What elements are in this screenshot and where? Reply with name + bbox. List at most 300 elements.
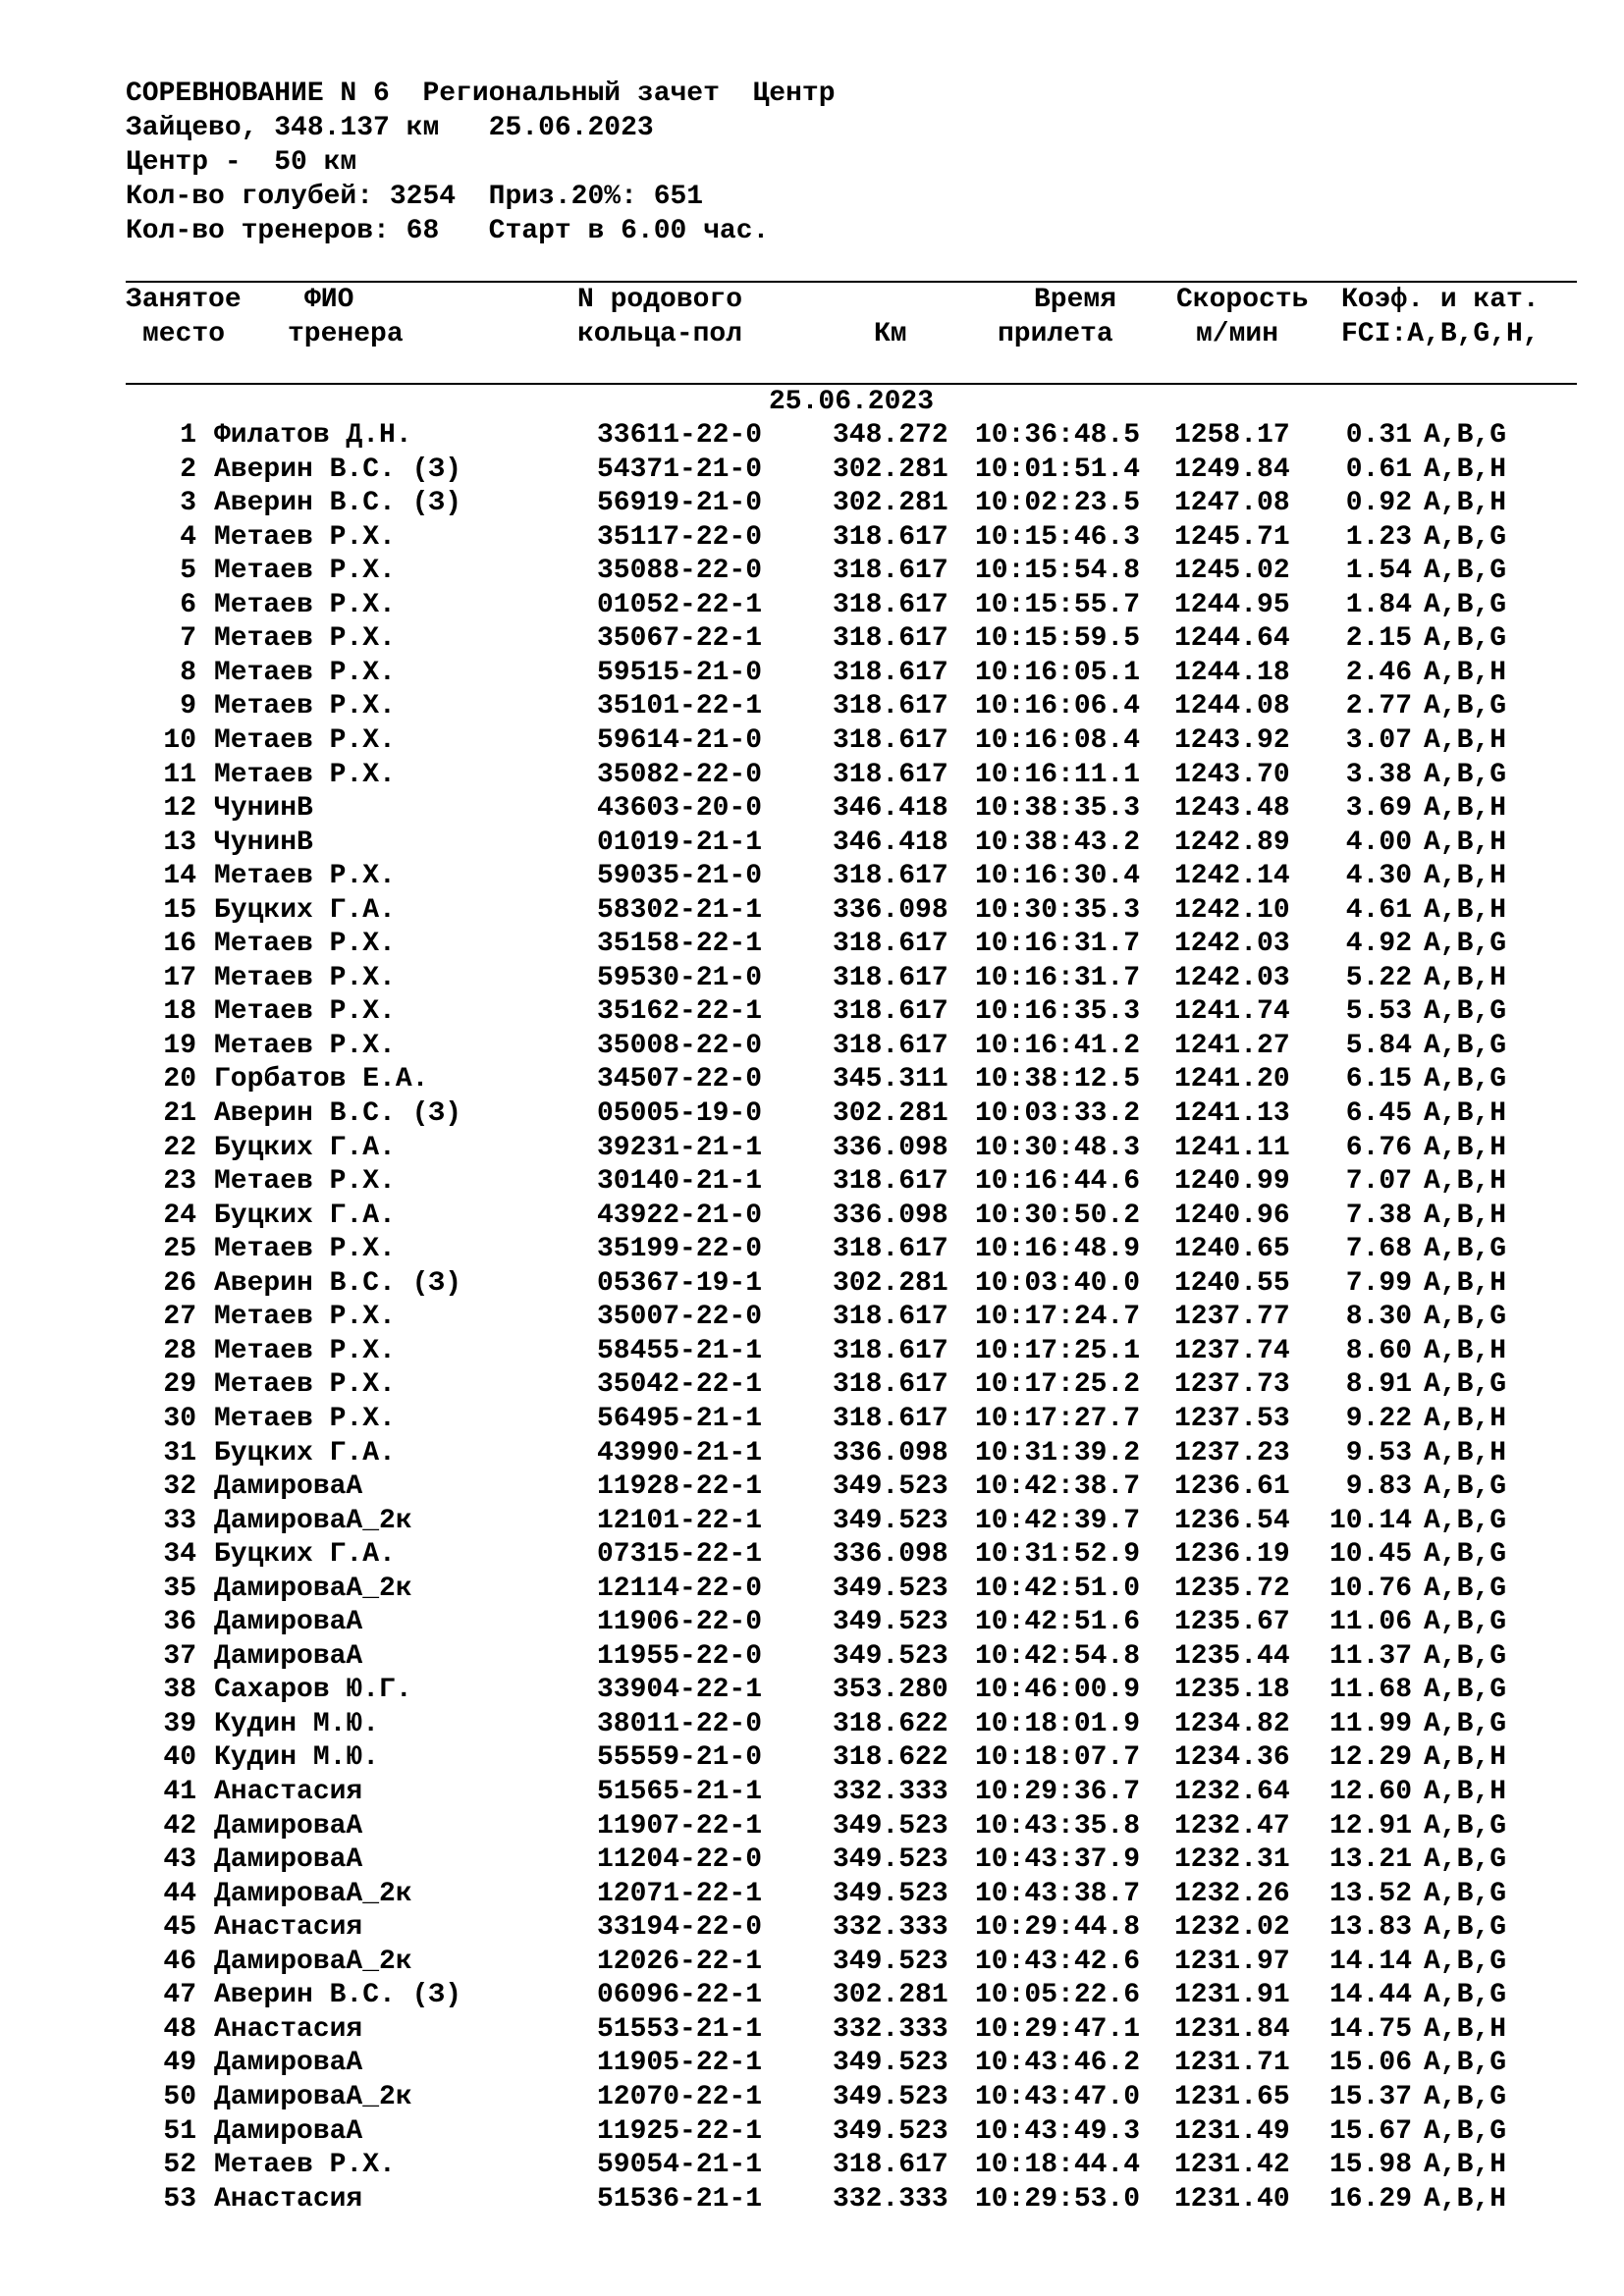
coefficient: 1.84 (1345, 589, 1412, 620)
coefficient: 4.61 (1345, 894, 1412, 926)
trainer-name: Аверин В.С. (З) (214, 488, 462, 519)
category: A,B,H (1424, 894, 1507, 926)
arrival-time: 10:43:37.9 (975, 1844, 1141, 1876)
place: 18 (163, 996, 196, 1028)
coefficient: 2.77 (1345, 691, 1412, 722)
category: A,B,G (1424, 1505, 1507, 1536)
coefficient: 10.14 (1328, 1505, 1412, 1536)
distance-km: 318.617 (833, 1302, 948, 1333)
coefficient: 5.22 (1345, 962, 1412, 993)
table-row (126, 1708, 1577, 1742)
trainer-name: ДамироваА (214, 2048, 363, 2079)
table-row (126, 1097, 1577, 1132)
ring-number: 35199-22-0 (597, 1234, 763, 1265)
place: 50 (163, 2081, 196, 2112)
arrival-time: 10:01:51.4 (975, 454, 1141, 485)
trainer-name: Метаев Р.Х. (214, 521, 396, 553)
arrival-time: 10:18:44.4 (975, 2150, 1141, 2181)
place: 28 (163, 1335, 196, 1366)
place: 53 (163, 2183, 196, 2215)
ring-number: 43922-21-0 (597, 1200, 763, 1231)
coefficient: 2.46 (1345, 657, 1412, 688)
trainer-name: Метаев Р.Х. (214, 556, 396, 587)
document-header (126, 77, 1577, 248)
distance-km: 302.281 (833, 1098, 948, 1129)
place: 13 (163, 827, 196, 858)
distance-km: 332.333 (833, 2013, 948, 2045)
arrival-time: 10:16:48.9 (975, 1234, 1141, 1265)
table-row (126, 589, 1577, 623)
place: 20 (163, 1064, 196, 1095)
table-row (126, 1368, 1577, 1403)
col-coef-2: FCI:A,B,G,H, (1341, 319, 1540, 349)
speed: 1231.65 (1174, 2081, 1290, 2112)
arrival-time: 10:16:08.4 (975, 724, 1141, 756)
trainer-name: Кудин М.Ю. (214, 1708, 380, 1739)
place: 14 (163, 861, 196, 892)
category: A,B,H (1424, 861, 1507, 892)
trainer-name: Буцких Г.А. (214, 1437, 396, 1468)
distance-km: 318.617 (833, 589, 948, 620)
distance-km: 318.617 (833, 861, 948, 892)
category: A,B,H (1424, 2183, 1507, 2215)
category: A,B,G (1424, 1064, 1507, 1095)
trainer-name: Метаев Р.Х. (214, 589, 396, 620)
place: 40 (163, 1742, 196, 1774)
distance-km: 349.523 (833, 1505, 948, 1536)
trainer-name: Анастасия (214, 1777, 363, 1807)
col-place-2: место (142, 319, 226, 349)
ring-number: 12101-22-1 (597, 1505, 763, 1536)
category: A,B,H (1424, 1777, 1507, 1807)
arrival-time: 10:16:05.1 (975, 657, 1141, 688)
arrival-time: 10:36:48.5 (975, 420, 1141, 451)
arrival-time: 10:15:46.3 (975, 521, 1141, 553)
table-row (126, 521, 1577, 556)
table-row (126, 1606, 1577, 1640)
table-row (126, 860, 1577, 894)
trainer-name: Анастасия (214, 2183, 363, 2215)
distance-km: 318.617 (833, 521, 948, 553)
arrival-time: 10:05:22.6 (975, 1980, 1141, 2011)
distance-km: 318.617 (833, 1335, 948, 1366)
coefficient: 11.06 (1328, 1607, 1412, 1638)
coefficient: 16.29 (1328, 2183, 1412, 2215)
ring-number: 55559-21-0 (597, 1742, 763, 1774)
category: A,B,G (1424, 623, 1507, 655)
coefficient: 8.91 (1345, 1369, 1412, 1401)
trainer-name: Метаев Р.Х. (214, 724, 396, 756)
arrival-time: 10:42:51.6 (975, 1607, 1141, 1638)
coefficient: 6.76 (1345, 1132, 1412, 1163)
arrival-time: 10:17:25.2 (975, 1369, 1141, 1401)
trainer-name: Аверин В.С. (З) (214, 1098, 462, 1129)
speed: 1258.17 (1174, 420, 1290, 451)
col-place-1: Занятое (126, 285, 242, 315)
trainer-name: ДамироваА (214, 2115, 363, 2147)
table-row (126, 454, 1577, 488)
table-row (126, 1165, 1577, 1200)
speed: 1234.36 (1174, 1742, 1290, 1774)
arrival-time: 10:18:07.7 (975, 1742, 1141, 1774)
place: 11 (163, 759, 196, 790)
place: 32 (163, 1471, 196, 1503)
coefficient: 15.37 (1328, 2081, 1412, 2112)
speed: 1235.18 (1174, 1675, 1290, 1706)
distance-km: 345.311 (833, 1064, 948, 1095)
distance-km: 332.333 (833, 2183, 948, 2215)
table-row (126, 1776, 1577, 1810)
coefficient: 0.31 (1345, 420, 1412, 451)
speed: 1242.10 (1174, 894, 1290, 926)
distance-km: 318.617 (833, 691, 948, 722)
speed: 1237.73 (1174, 1369, 1290, 1401)
arrival-time: 10:16:31.7 (975, 962, 1141, 993)
ring-number: 35162-22-1 (597, 996, 763, 1028)
speed: 1236.19 (1174, 1539, 1290, 1571)
category: A,B,G (1424, 1675, 1507, 1706)
arrival-time: 10:16:06.4 (975, 691, 1141, 722)
table-row (126, 555, 1577, 589)
table-row (126, 792, 1577, 827)
ring-number: 05367-19-1 (597, 1267, 763, 1299)
coefficient: 10.45 (1328, 1539, 1412, 1571)
distance-km: 349.523 (833, 2048, 948, 2079)
trainer-name: ДамироваА (214, 1607, 363, 1638)
coefficient: 9.22 (1345, 1403, 1412, 1434)
trainer-name: Метаев Р.Х. (214, 1030, 396, 1061)
trainer-name: Метаев Р.Х. (214, 657, 396, 688)
speed: 1247.08 (1174, 488, 1290, 519)
ring-number: 11925-22-1 (597, 2115, 763, 2147)
distance-km: 318.617 (833, 2150, 948, 2181)
distance-km: 349.523 (833, 1946, 948, 1977)
ring-number: 11905-22-1 (597, 2048, 763, 2079)
place: 10 (163, 724, 196, 756)
table-row (126, 1946, 1577, 1980)
arrival-time: 10:38:35.3 (975, 793, 1141, 825)
trainer-name: Аверин В.С. (З) (214, 1980, 462, 2011)
trainer-name: Метаев Р.Х. (214, 1369, 396, 1401)
coefficient: 1.54 (1345, 556, 1412, 587)
coefficient: 11.68 (1328, 1675, 1412, 1706)
speed: 1241.11 (1174, 1132, 1290, 1163)
place: 41 (163, 1777, 196, 1807)
category: A,B,G (1424, 521, 1507, 553)
table-row (126, 724, 1577, 759)
trainer-name: Метаев Р.Х. (214, 759, 396, 790)
category: A,B,G (1424, 1946, 1507, 1977)
table-row (126, 1200, 1577, 1234)
category: A,B,H (1424, 2013, 1507, 2045)
speed: 1232.64 (1174, 1777, 1290, 1807)
ring-number: 35101-22-1 (597, 691, 763, 722)
trainer-name: Метаев Р.Х. (214, 1234, 396, 1265)
arrival-time: 10:18:01.9 (975, 1708, 1141, 1739)
category: A,B,H (1424, 1742, 1507, 1774)
speed: 1231.91 (1174, 1980, 1290, 2011)
col-speed-2: м/мин (1196, 319, 1279, 349)
table-row (126, 1538, 1577, 1573)
arrival-time: 10:43:38.7 (975, 1878, 1141, 1909)
place: 21 (163, 1098, 196, 1129)
ring-number: 43603-20-0 (597, 793, 763, 825)
place: 47 (163, 1980, 196, 2011)
table-row (126, 1674, 1577, 1708)
ring-number: 35082-22-0 (597, 759, 763, 790)
arrival-time: 10:42:51.0 (975, 1573, 1141, 1604)
arrival-time: 10:31:52.9 (975, 1539, 1141, 1571)
release-point: Зайцево, 348.137 км 25.06.2023 (126, 113, 654, 143)
ring-number: 35117-22-0 (597, 521, 763, 553)
ring-number: 56919-21-0 (597, 488, 763, 519)
coefficient: 12.29 (1328, 1742, 1412, 1774)
ring-number: 56495-21-1 (597, 1403, 763, 1434)
distance-km: 318.622 (833, 1742, 948, 1774)
coefficient: 7.99 (1345, 1267, 1412, 1299)
arrival-time: 10:29:36.7 (975, 1777, 1141, 1807)
speed: 1231.71 (1174, 2048, 1290, 2079)
arrival-time: 10:31:39.2 (975, 1437, 1141, 1468)
place: 29 (163, 1369, 196, 1401)
table-row (126, 2149, 1577, 2183)
trainer-name: ДамироваА (214, 1810, 363, 1842)
speed: 1249.84 (1174, 454, 1290, 485)
coefficient: 12.91 (1328, 1810, 1412, 1842)
speed: 1244.64 (1174, 623, 1290, 655)
table-row (126, 1878, 1577, 1912)
col-ring-2: кольца-пол (577, 319, 743, 349)
place: 17 (163, 962, 196, 993)
coefficient: 3.07 (1345, 724, 1412, 756)
col-ring-1: N родового (577, 285, 743, 315)
place: 45 (163, 1912, 196, 1944)
category: A,B,G (1424, 420, 1507, 451)
distance-km: 318.617 (833, 1166, 948, 1198)
coefficient: 4.30 (1345, 861, 1412, 892)
arrival-time: 10:15:54.8 (975, 556, 1141, 587)
ring-number: 35158-22-1 (597, 929, 763, 960)
speed: 1237.77 (1174, 1302, 1290, 1333)
category: A,B,G (1424, 1640, 1507, 1672)
distance-km: 318.617 (833, 1369, 948, 1401)
category: A,B,H (1424, 793, 1507, 825)
category: A,B,G (1424, 1912, 1507, 1944)
place: 4 (180, 521, 196, 553)
trainer-name: Метаев Р.Х. (214, 996, 396, 1028)
table-row (126, 1505, 1577, 1539)
speed: 1232.31 (1174, 1844, 1290, 1876)
col-km: Км (874, 319, 907, 349)
trainer-name: ДамироваА (214, 1844, 363, 1876)
arrival-time: 10:16:11.1 (975, 759, 1141, 790)
category: A,B,G (1424, 1539, 1507, 1571)
category: A,B,H (1424, 1132, 1507, 1163)
arrival-time: 10:15:55.7 (975, 589, 1141, 620)
ring-number: 51536-21-1 (597, 2183, 763, 2215)
ring-number: 38011-22-0 (597, 1708, 763, 1739)
speed: 1234.82 (1174, 1708, 1290, 1739)
trainer-name: ДамироваА (214, 1640, 363, 1672)
category: A,B,G (1424, 1708, 1507, 1739)
coefficient: 14.14 (1328, 1946, 1412, 1977)
distance-km: 318.617 (833, 724, 948, 756)
table-row (126, 1301, 1577, 1335)
ring-number: 30140-21-1 (597, 1166, 763, 1198)
table-row (126, 2183, 1577, 2217)
speed: 1243.70 (1174, 759, 1290, 790)
ring-number: 01019-21-1 (597, 827, 763, 858)
distance-km: 302.281 (833, 1980, 948, 2011)
place: 15 (163, 894, 196, 926)
coefficient: 3.69 (1345, 793, 1412, 825)
table-row (126, 1573, 1577, 1607)
trainer-name: Метаев Р.Х. (214, 2150, 396, 2181)
category: A,B,G (1424, 691, 1507, 722)
trainer-name: ДамироваА_2к (214, 1878, 412, 1909)
speed: 1241.20 (1174, 1064, 1290, 1095)
table-row (126, 1233, 1577, 1267)
arrival-time: 10:16:35.3 (975, 996, 1141, 1028)
ring-number: 12026-22-1 (597, 1946, 763, 1977)
arrival-time: 10:38:12.5 (975, 1064, 1141, 1095)
speed: 1232.47 (1174, 1810, 1290, 1842)
place: 9 (180, 691, 196, 722)
place: 36 (163, 1607, 196, 1638)
table-row (126, 928, 1577, 962)
speed: 1241.27 (1174, 1030, 1290, 1061)
place: 3 (180, 488, 196, 519)
place: 19 (163, 1030, 196, 1061)
distance-km: 346.418 (833, 827, 948, 858)
coefficient: 4.00 (1345, 827, 1412, 858)
table-row (126, 894, 1577, 929)
distance-km: 349.523 (833, 2115, 948, 2147)
coefficient: 13.52 (1328, 1878, 1412, 1909)
coefficient: 8.60 (1345, 1335, 1412, 1366)
ring-number: 39231-21-1 (597, 1132, 763, 1163)
trainer-name: Анастасия (214, 2013, 363, 2045)
arrival-time: 10:42:54.8 (975, 1640, 1141, 1672)
ring-number: 33904-22-1 (597, 1675, 763, 1706)
ring-number: 05005-19-0 (597, 1098, 763, 1129)
coefficient: 3.38 (1345, 759, 1412, 790)
zone-info: Центр - 50 км (126, 147, 357, 178)
ring-number: 01052-22-1 (597, 589, 763, 620)
speed: 1242.03 (1174, 929, 1290, 960)
speed: 1235.44 (1174, 1640, 1290, 1672)
ring-number: 12070-22-1 (597, 2081, 763, 2112)
ring-number: 54371-21-0 (597, 454, 763, 485)
table-row (126, 2013, 1577, 2048)
place: 35 (163, 1573, 196, 1604)
trainer-name: Кудин М.Ю. (214, 1742, 380, 1774)
trainer-name: ДамироваА_2к (214, 1573, 412, 1604)
arrival-time: 10:16:31.7 (975, 929, 1141, 960)
distance-km: 302.281 (833, 488, 948, 519)
ring-number: 59515-21-0 (597, 657, 763, 688)
arrival-time: 10:02:23.5 (975, 488, 1141, 519)
category: A,B,H (1424, 1267, 1507, 1299)
coefficient: 1.23 (1345, 521, 1412, 553)
place: 34 (163, 1539, 196, 1571)
trainer-name: ЧунинВ (214, 793, 313, 825)
table-row (126, 1640, 1577, 1675)
speed: 1237.23 (1174, 1437, 1290, 1468)
arrival-time: 10:43:42.6 (975, 1946, 1141, 1977)
arrival-time: 10:43:35.8 (975, 1810, 1141, 1842)
place: 30 (163, 1403, 196, 1434)
arrival-time: 10:17:24.7 (975, 1302, 1141, 1333)
speed: 1244.95 (1174, 589, 1290, 620)
trainer-name: Аверин В.С. (З) (214, 454, 462, 485)
coefficient: 4.92 (1345, 929, 1412, 960)
trainer-name: Буцких Г.А. (214, 1200, 396, 1231)
category: A,B,G (1424, 1844, 1507, 1876)
coefficient: 2.15 (1345, 623, 1412, 655)
speed: 1241.13 (1174, 1098, 1290, 1129)
coefficient: 11.37 (1328, 1640, 1412, 1672)
category: A,B,H (1424, 962, 1507, 993)
place: 26 (163, 1267, 196, 1299)
trainer-name: Аверин В.С. (З) (214, 1267, 462, 1299)
speed: 1242.03 (1174, 962, 1290, 993)
speed: 1236.61 (1174, 1471, 1290, 1503)
speed: 1242.14 (1174, 861, 1290, 892)
arrival-time: 10:15:59.5 (975, 623, 1141, 655)
place: 46 (163, 1946, 196, 1977)
distance-km: 336.098 (833, 1200, 948, 1231)
trainer-name: Буцких Г.А. (214, 1132, 396, 1163)
distance-km: 349.523 (833, 1607, 948, 1638)
place: 38 (163, 1675, 196, 1706)
category: A,B,H (1424, 1098, 1507, 1129)
category: A,B,G (1424, 556, 1507, 587)
ring-number: 35088-22-0 (597, 556, 763, 587)
coefficient: 6.15 (1345, 1064, 1412, 1095)
ring-number: 33611-22-0 (597, 420, 763, 451)
coefficient: 5.53 (1345, 996, 1412, 1028)
place: 37 (163, 1640, 196, 1672)
arrival-time: 10:17:25.1 (975, 1335, 1141, 1366)
distance-km: 348.272 (833, 420, 948, 451)
distance-km: 318.617 (833, 556, 948, 587)
table-row (126, 1335, 1577, 1369)
distance-km: 349.523 (833, 2081, 948, 2112)
arrival-time: 10:16:30.4 (975, 861, 1141, 892)
trainer-name: Метаев Р.Х. (214, 1335, 396, 1366)
distance-km: 353.280 (833, 1675, 948, 1706)
trainer-name: Сахаров Ю.Г. (214, 1675, 412, 1706)
table-row (126, 1403, 1577, 1437)
ring-number: 35008-22-0 (597, 1030, 763, 1061)
distance-km: 349.523 (833, 1878, 948, 1909)
ring-number: 58455-21-1 (597, 1335, 763, 1366)
trainer-name: ДамироваА_2к (214, 1505, 412, 1536)
table-row (126, 827, 1577, 861)
col-coef-1: Коэф. и кат. (1341, 285, 1540, 315)
distance-km: 336.098 (833, 1539, 948, 1571)
ring-number: 51553-21-1 (597, 2013, 763, 2045)
arrival-time: 10:29:44.8 (975, 1912, 1141, 1944)
distance-km: 318.617 (833, 1403, 948, 1434)
distance-km: 332.333 (833, 1777, 948, 1807)
speed: 1231.84 (1174, 2013, 1290, 2045)
ring-number: 12114-22-0 (597, 1573, 763, 1604)
distance-km: 318.617 (833, 1030, 948, 1061)
coefficient: 0.61 (1345, 454, 1412, 485)
ring-number: 59614-21-0 (597, 724, 763, 756)
